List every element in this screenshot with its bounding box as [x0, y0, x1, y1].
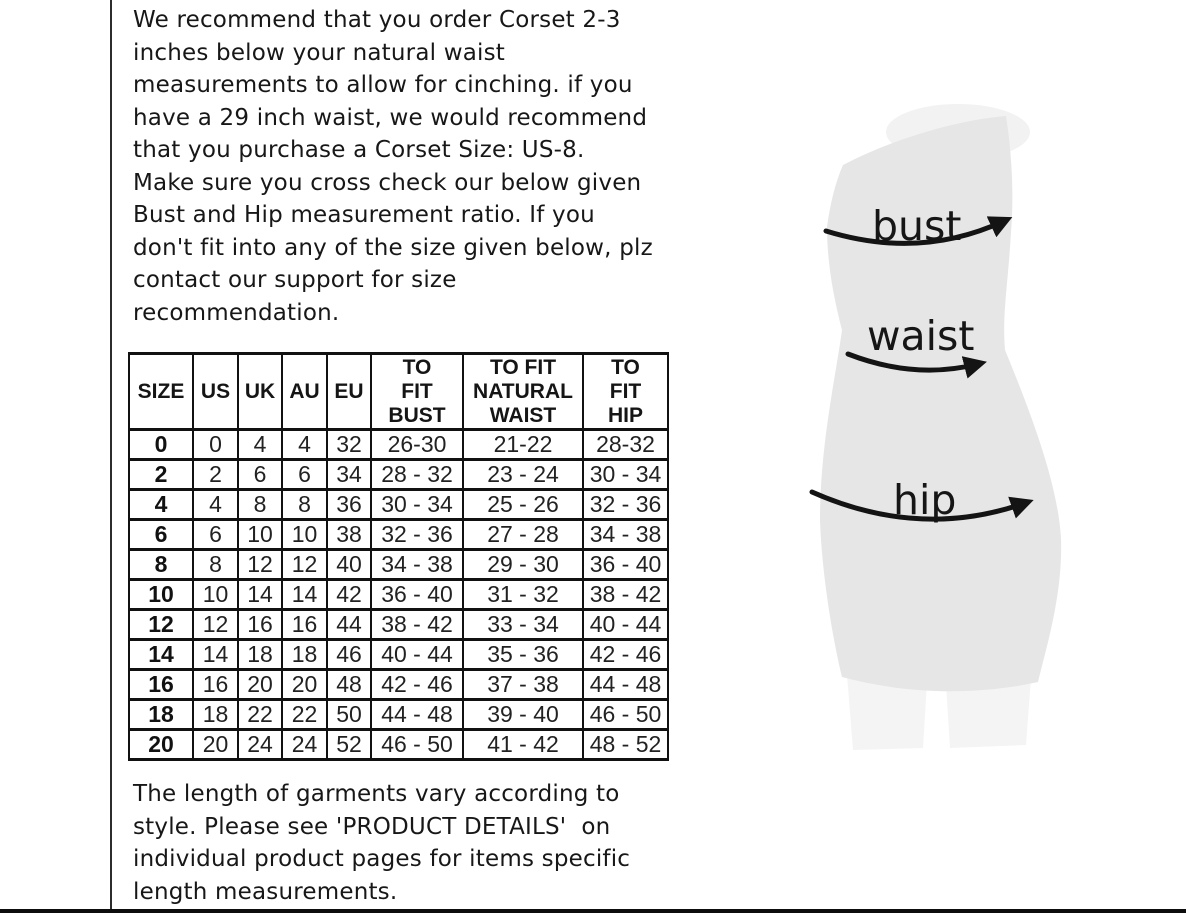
- paragraph-line: recommendation.: [133, 299, 340, 326]
- table-header-cell: AU: [282, 354, 327, 430]
- body-silhouette-figure: [780, 100, 1090, 800]
- table-cell: 46 - 50: [583, 700, 668, 730]
- paragraph-line: measurements to allow for cinching. if you: [133, 72, 633, 98]
- table-row: [129, 460, 668, 490]
- intro-paragraph: [133, 4, 693, 329]
- table-cell: 44: [327, 610, 371, 640]
- table-cell: 18: [129, 700, 193, 730]
- table-cell: 12: [238, 550, 282, 580]
- table-cell: 44 - 48: [371, 700, 463, 730]
- table-row: [129, 520, 668, 550]
- body-silhouette-svg: [780, 100, 1090, 800]
- table-cell: 41 - 42: [463, 730, 583, 760]
- table-cell: 36 - 40: [583, 550, 668, 580]
- table-cell: 18: [193, 700, 238, 730]
- table-cell: 29 - 30: [463, 550, 583, 580]
- table-row: [129, 730, 668, 760]
- table-header-cell: UK: [238, 354, 282, 430]
- table-cell: 31 - 32: [463, 580, 583, 610]
- paragraph-line: Make sure you cross check our below given: [133, 169, 642, 196]
- table-cell: 16: [282, 610, 327, 640]
- table-cell: 20: [282, 670, 327, 700]
- table-cell: 50: [327, 700, 371, 730]
- paragraph-line: Bust and Hip measurement ratio. If you: [133, 202, 595, 228]
- table-cell: 28 - 32: [371, 460, 463, 490]
- table-cell: 48: [327, 670, 371, 700]
- table-cell: 6: [193, 520, 238, 550]
- table-cell: 42: [327, 580, 371, 610]
- footer-paragraph: [133, 778, 693, 908]
- table-cell: 52: [327, 730, 371, 760]
- table-row: [129, 700, 668, 730]
- table-cell: 12: [282, 550, 327, 580]
- table-cell: 30 - 34: [371, 490, 463, 520]
- table-cell: 8: [193, 550, 238, 580]
- table-cell: 6: [129, 520, 193, 550]
- table-header-cell: TO FIT NATURAL WAIST: [463, 354, 583, 430]
- table-cell: 8: [238, 490, 282, 520]
- hip-label: hip: [893, 476, 957, 524]
- table-header-cell: EU: [327, 354, 371, 430]
- table-cell: 6: [238, 460, 282, 490]
- table-cell: 2: [129, 460, 193, 490]
- paragraph-line: individual product pages for items specific: [133, 846, 631, 872]
- table-cell: 42 - 46: [371, 670, 463, 700]
- waist-label: waist: [867, 312, 975, 360]
- table-cell: 25 - 26: [463, 490, 583, 520]
- size-chart-table-container: [128, 352, 669, 761]
- table-cell: 10: [129, 580, 193, 610]
- table-header-cell: TO FIT BUST: [371, 354, 463, 430]
- table-cell: 2: [193, 460, 238, 490]
- table-cell: 46: [327, 640, 371, 670]
- table-cell: 6: [282, 460, 327, 490]
- bust-label: bust: [872, 202, 962, 250]
- table-cell: 10: [282, 520, 327, 550]
- table-cell: 32 - 36: [371, 520, 463, 550]
- paragraph-line: We recommend that you order Corset 2-3: [133, 7, 621, 33]
- table-cell: 28-32: [583, 430, 668, 460]
- paragraph-line: style. Please see 'PRODUCT DETAILS' on: [133, 813, 611, 840]
- table-cell: 24: [282, 730, 327, 760]
- paragraph-line: inches below your natural waist: [133, 39, 506, 66]
- table-cell: 0: [193, 430, 238, 460]
- table-cell: 32 - 36: [583, 490, 668, 520]
- paragraph-line: contact our support for size: [133, 267, 457, 293]
- table-row: [129, 490, 668, 520]
- table-cell: 4: [129, 490, 193, 520]
- table-cell: 38: [327, 520, 371, 550]
- table-cell: 16: [238, 610, 282, 640]
- paragraph-line: have a 29 inch waist, we would recommend: [133, 104, 648, 131]
- paragraph-line: The length of garments vary according to: [133, 781, 620, 807]
- table-cell: 23 - 24: [463, 460, 583, 490]
- table-cell: 40: [327, 550, 371, 580]
- table-header-row: [129, 354, 668, 430]
- table-cell: 21-22: [463, 430, 583, 460]
- table-cell: 27 - 28: [463, 520, 583, 550]
- table-row: [129, 640, 668, 670]
- paragraph-line: don't fit into any of the size given below, plz: [133, 234, 653, 261]
- table-row: [129, 550, 668, 580]
- table-cell: 38 - 42: [371, 610, 463, 640]
- table-row: [129, 610, 668, 640]
- table-cell: 34 - 38: [583, 520, 668, 550]
- paragraph-line: that you purchase a Corset Size: US-8.: [133, 137, 585, 163]
- table-cell: 14: [193, 640, 238, 670]
- table-cell: 40 - 44: [371, 640, 463, 670]
- table-row: [129, 580, 668, 610]
- table-cell: 8: [129, 550, 193, 580]
- table-cell: 20: [193, 730, 238, 760]
- table-cell: 30 - 34: [583, 460, 668, 490]
- table-cell: 48 - 52: [583, 730, 668, 760]
- table-cell: 8: [282, 490, 327, 520]
- table-cell: 18: [282, 640, 327, 670]
- table-cell: 14: [238, 580, 282, 610]
- table-cell: 4: [193, 490, 238, 520]
- table-cell: 34 - 38: [371, 550, 463, 580]
- table-cell: 35 - 36: [463, 640, 583, 670]
- table-cell: 22: [238, 700, 282, 730]
- table-cell: 24: [238, 730, 282, 760]
- table-cell: 33 - 34: [463, 610, 583, 640]
- table-cell: 16: [129, 670, 193, 700]
- table-cell: 12: [193, 610, 238, 640]
- table-cell: 42 - 46: [583, 640, 668, 670]
- table-cell: 36: [327, 490, 371, 520]
- table-cell: 37 - 38: [463, 670, 583, 700]
- table-header-cell: TO FIT HIP: [583, 354, 668, 430]
- table-cell: 16: [193, 670, 238, 700]
- table-cell: 22: [282, 700, 327, 730]
- table-header-cell: US: [193, 354, 238, 430]
- table-cell: 46 - 50: [371, 730, 463, 760]
- table-cell: 0: [129, 430, 193, 460]
- table-row: [129, 670, 668, 700]
- page-border-bottom: [0, 909, 1186, 913]
- table-cell: 4: [238, 430, 282, 460]
- table-cell: 40 - 44: [583, 610, 668, 640]
- page-border-vertical: [110, 0, 112, 913]
- table-row: [129, 430, 668, 460]
- table-cell: 32: [327, 430, 371, 460]
- size-chart-table: [128, 352, 669, 761]
- table-header-cell: SIZE: [129, 354, 193, 430]
- table-cell: 39 - 40: [463, 700, 583, 730]
- table-cell: 38 - 42: [583, 580, 668, 610]
- table-cell: 26-30: [371, 430, 463, 460]
- table-cell: 20: [238, 670, 282, 700]
- table-cell: 44 - 48: [583, 670, 668, 700]
- table-cell: 18: [238, 640, 282, 670]
- table-cell: 34: [327, 460, 371, 490]
- table-cell: 10: [193, 580, 238, 610]
- table-cell: 10: [238, 520, 282, 550]
- table-cell: 36 - 40: [371, 580, 463, 610]
- table-cell: 20: [129, 730, 193, 760]
- table-cell: 14: [282, 580, 327, 610]
- paragraph-line: length measurements.: [133, 878, 398, 905]
- table-cell: 14: [129, 640, 193, 670]
- table-cell: 4: [282, 430, 327, 460]
- table-cell: 12: [129, 610, 193, 640]
